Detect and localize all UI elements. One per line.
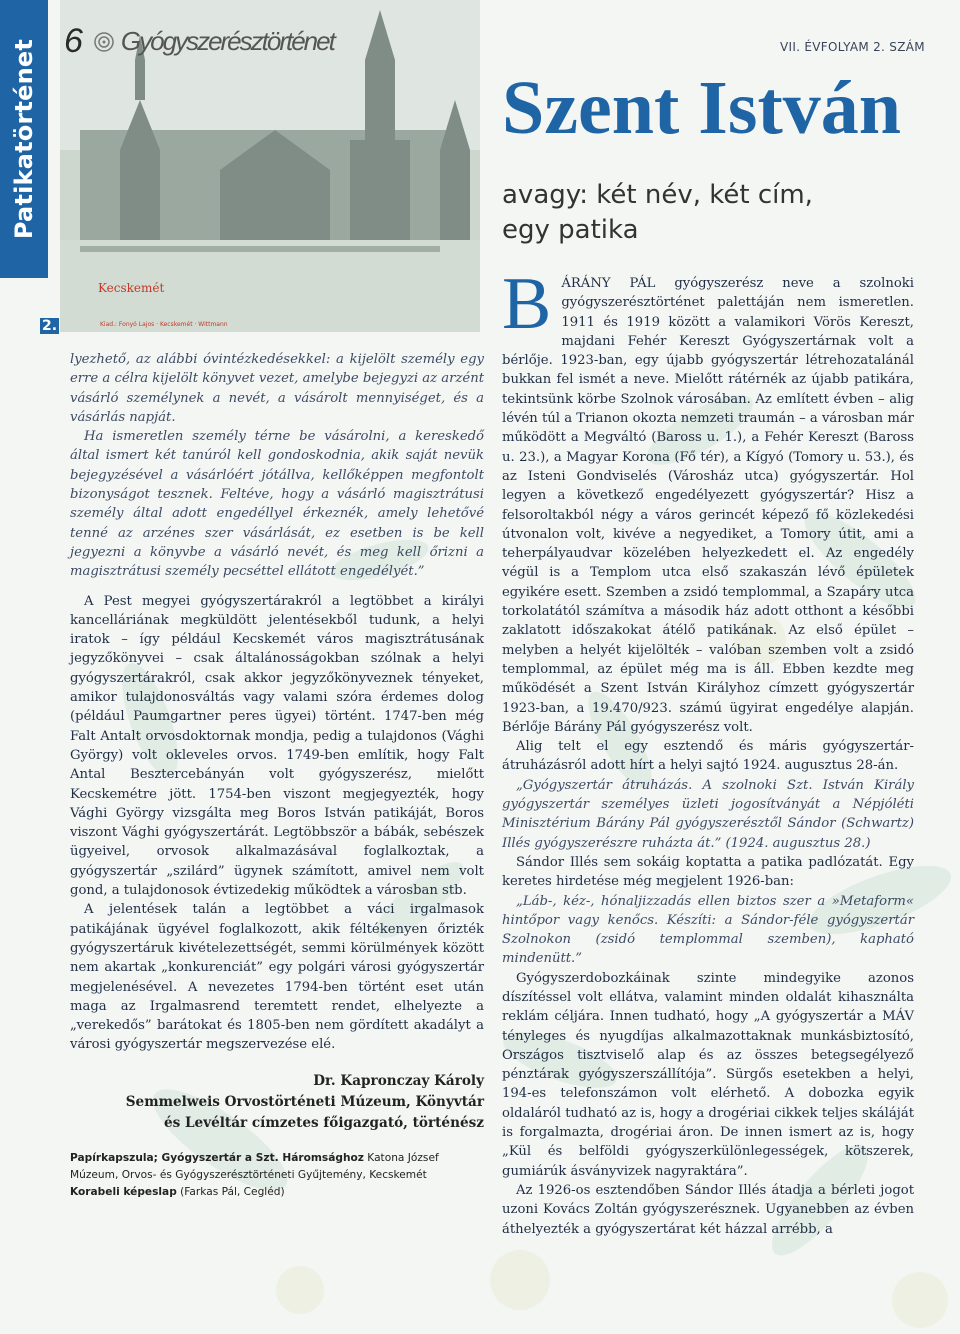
- body-paragraph: Alig telt el egy esztendő és máris gyógyszertár-átruházásról adott hírt a helyi sajtó 1924. augusztus 28-án.: [502, 739, 914, 774]
- author-title: és Levéltár címzetes főigazgató, történész: [163, 1114, 484, 1131]
- quote-paragraph: „Láb-, kéz-, hónaljizzadás ellen biztos szer a »Metaform« hintőpor vagy kenőcs. Készíti: a Sándor-féle gyógyszertár Szolnokon (zsidó templommal szemben), kapható mindenütt.”: [502, 893, 914, 967]
- photo-caption-city: Kecskemét: [98, 281, 165, 295]
- author-name: Dr. Kapronczay Károly: [313, 1072, 484, 1089]
- caption-text: Katona József Múzeum, Orvos- és Gyógyszerésztörténeti Gyűjtemény, Kecskemét: [70, 1151, 439, 1181]
- lead-paragraph: [502, 263, 914, 737]
- right-column: [502, 263, 914, 1239]
- caption-text: (Farkas Pál, Cegléd): [176, 1185, 285, 1198]
- body-paragraph: Az 1926-os esztendőben Sándor Illés átadja a bérleti jogot uzoni Kovács Zoltán gyógyszerésznek. Ugyanebben az évben áthelyezték a gyógyszertárat két házzal arrébb, a: [502, 1182, 914, 1237]
- author-affiliation: Semmelweis Orvostörténeti Múzeum, Könyvtár: [125, 1093, 484, 1110]
- sidebar-section-label: Patikatörténet: [10, 38, 38, 240]
- caption-label: Korabeli képeslap: [70, 1185, 177, 1198]
- image-caption: [70, 1150, 484, 1201]
- left-column: [70, 350, 484, 1201]
- page-number: 6: [64, 22, 83, 60]
- section-title: Gyógyszerésztörténet: [120, 26, 334, 56]
- quote-paragraph: Ha ismeretlen személy térne be vásárolni, a kereskedő által ismert két tanúról kell gondoskodnia, akik saját nevük bejegyzésével a vásárlóért jótállva, kellőképpen megfontolt bizonyságot tesznek. Feltéve, hogy a vásárló magisztrátusi személy által adott engedéllyel érkeznék, amely lehetővé tenné az arzénes szer vásárlását, ez esetben is be kell jegyezni a könyvbe a vásárló nevét, és meg kell őrizni a magisztrátusi személy pecséttel ellátott engedélyét.”: [70, 429, 484, 580]
- body-paragraph: A jelentések talán a legtöbbet a váci irgalmasok patikájának ügyével foglalkozott, akik féltékenyen őrizték gyógyszertáruk kivételezettségét, semmi körülmények között nem akartak „konkurenciát” egy polgári városi gyógyszertár megjelenésével. A nevezetes 1794-ben történt eset után maga az Irgalmasrend teremtett rendet, elhelyezte a „verekedős” barátokat és 1805-ben nem gördített akadályt a városi gyógyszertár megszervezése elé.: [70, 902, 484, 1053]
- article-title: Szent István: [502, 66, 902, 150]
- lead-text: ÁRÁNY PÁL gyógyszerész neve a szolnoki gyógyszerésztörténet palettáján nem ismeretlen. 1911 és 1919 között a valamikori Vörös Kereszt, majdani Fehér Kereszt Gyógyszertárnak volt a bérlője. 1923-ban, egy újabb gyógyszertár létrehozatalánál bukkan fel ismét a neve. Mielőtt rátérnék az újabb patikára, tekintsünk körbe Szolnok városában. Az említett évben – alig lévén túl a Trianon okozta nemzeti traumán – a városban már működött a Megváltó (Baross u. 1.), a Fehér Kereszt (Baross u. 23.), a Magyar Korona (Fő tér), a Kígyó (Tomory u. 53.), és az Isteni Gondviselés (Városház utca) gyógyszertár. Hol legyen a következő engedélyezett gyógyszertár? Hisz a felsoroltakból négy a város gerincét képező fő közlekedési útvonalon volt, kivéve a negyediket, a Tomory útit, ami a teherpályaudvar közelében helyezkedett el. Az engedély végül is a Templom utca első szakaszán lévő épületek egyikére esett. Szemben a zsidó templommal, a Szapáry utca torkolatától számítva a második ház adott otthont a későbbi zaklatott időszakokat átélő patikának. Az első épület – melyben a helyét kijelölték – valóban szemben volt a zsidó templommal, az épület még ma is áll. Ebben kezdte meg működését a Szent István Királyhoz címzett gyógyszertár 1923-ban, a 19.470/923. számú ügyirat engedélye alapján. Bérlője Bárány Pál gyógyszerész volt.: [502, 276, 914, 735]
- photo-caption-small: Kiad.: Fonyó Lajos · Kecskemét · Wittmann: [100, 321, 228, 328]
- body-paragraph: A Pest megyei gyógyszertárakról a legtöbbet a királyi kancelláriának megküldött jelentésekből tudunk, a helyi iratok – így például Kecskemét város magisztrátusának jegyzőkönyvei – csak általánosságokban szólnak a helyi gyógyszertárakról, csak akkor jegyzőkönyveznek tényeket, amikor tulajdonosváltás vagy valami szóra érdemes dolog (például Paumgartner peres ügyei) történt. 1747-ben még Falt Antalt orvosdoktornak mondja, pedig a tulajdonos (Vághi György) volt okleveles orvos. 1749-ben említik, hogy Falt Antal Besztercebányán volt gyógyszerész, mielőtt Kecskemétre jött. 1754-ben viszont megjegyezték, hogy Vághi György vizsgálta meg Boros István patikáját, Boros viszont Vághi gyógyszertárát. Legtöbbször a bábák, sebészek ügyeivel, orvosok alkalmazásával foglalkoztak, a gyógyszertár „szilárd” ügynek számított, amivel nem volt gond, a tulajdonosok évtizedekig működtek a városban stb.: [70, 593, 484, 899]
- page-header: [64, 22, 334, 61]
- body-paragraph: Gyógyszerdobozkáinak szinte mindegyike azonos díszítéssel volt ellátva, valamint minden oldalát kihasználta reklám céljára. Innen tudható, hogy „A gyógyszertár a MÁV tényleges és nyugdíjas alkalmazottaknak munkásbiztosító, Országos tisztviselő alap és az összes betegsegélyező pénztárak gyógyszerszállítója”. Sürgős esetekben a helyi, 194-es telefonszámon volt elérhető. A dobozka egyik oldaláról tudható az is, hogy a drogériai cikkek teljes skáláját is forgalmazta, drogériai áron. De innen ismert az is, hogy „Kül és belföldi gyógyszerkülönlegességek, kötszerek, gumiárúk ásványvizek nagyraktára”.: [502, 970, 914, 1179]
- quote-paragraph: „Gyógyszertár átruházás. A szolnoki Szt. István Király gyógyszertár személyes üzleti jogosítványát a Népjóléti Minisztérium Bárány Pál gyógyszerésztől Sándor (Schwartz) Illés gyógyszerészre ruházta át.” (1924. augusztus 28.): [502, 777, 914, 851]
- quote-paragraph: lyezhető, az alábbi óvintézkedésekkel: a kijelölt személy egy erre a célra kijelölt könyvet vezet, amelybe bejegyzi az arzént vásárló személynek a nevét, a vásárolt mennyiséget, és a vásárlás napját.: [70, 352, 484, 425]
- issue-label: VII. ÉVFOLYAM 2. SZÁM: [780, 40, 925, 54]
- article-subtitle: avagy: két név, két cím, egy patika: [502, 180, 813, 245]
- drop-cap: B: [502, 263, 552, 345]
- caption-label: Papírkapszula; Gyógyszertár a Szt. Háromsághoz: [70, 1151, 364, 1164]
- sidebar-number: 2.: [42, 318, 58, 334]
- author-signature: [70, 1071, 484, 1134]
- body-paragraph: Sándor Illés sem sokáig koptatta a patika padlózatát. Egy keretes hirdetése még megjelent 1926-ban:: [502, 854, 914, 890]
- spiral-logo-icon: [93, 31, 115, 53]
- section-sidebar: [0, 0, 48, 278]
